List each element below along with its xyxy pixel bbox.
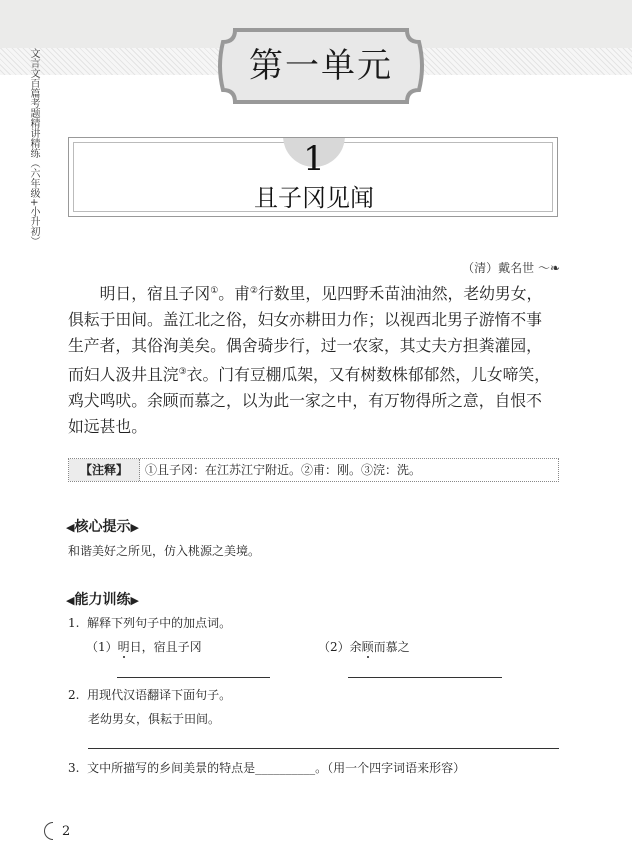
author-text: （清）戴名世 — [462, 261, 535, 275]
text-segment: 。甫 — [218, 284, 250, 303]
core-heading — [66, 516, 139, 536]
core-heading-text: 核心提示 — [74, 519, 131, 535]
question-1 — [68, 614, 231, 631]
question-3 — [68, 759, 465, 776]
text-segment: 行数里，见四野禾苗油油然，老幼男女， — [257, 284, 543, 303]
text-segment: 如远甚也。 — [68, 417, 147, 436]
text-line — [68, 359, 560, 388]
text-line — [68, 307, 560, 333]
question-1b — [318, 638, 410, 655]
right-triangle-icon: ▶ — [130, 594, 139, 607]
text-segment: 鸡犬鸣吠。余顾而慕之，以为此一家之中，有万物得所之意，自恨不 — [68, 391, 542, 410]
answer-line-1a[interactable] — [117, 677, 270, 678]
footnote-marker: ② — [249, 286, 258, 296]
answer-line-1b[interactable] — [348, 677, 502, 678]
annotation-text: ①且子冈：在江苏江宁附近。②甫：刚。③浣：洗。 — [145, 463, 422, 477]
right-triangle-icon: ▶ — [130, 521, 139, 534]
answer-line-2[interactable] — [88, 748, 559, 749]
text-line — [68, 414, 560, 440]
q1b-pre: （2）余 — [318, 640, 362, 654]
dotted-char: 明 — [117, 640, 130, 654]
q1a-pre: （1） — [86, 640, 118, 654]
flourish-icon: 〜❧ — [537, 261, 560, 275]
text-segment: 生产者，其俗洵美矣。偶舍骑步行，过一农家，其丈夫方担粪灌园， — [68, 336, 542, 355]
annotation-box — [68, 458, 559, 482]
book-side-title: 文言文百篇考题精讲精练（六年级+小升初） — [28, 48, 39, 247]
practice-heading — [66, 589, 139, 609]
text-segment: 而妇人汲井且浣 — [68, 365, 179, 384]
left-triangle-icon: ◀ — [66, 594, 75, 607]
unit-title: 第一单元 — [249, 46, 393, 86]
lesson-number: 1 — [303, 139, 325, 179]
page-number-ornament — [44, 822, 62, 840]
author — [462, 259, 560, 276]
answer-blank-3[interactable]: __________ — [255, 761, 316, 775]
text-segment: 俱耘于田间。盖江北之俗，妇女亦耕田力作；以视西北男子游惰不事 — [68, 310, 542, 329]
text-line — [68, 388, 560, 414]
text-segment: 明日，宿且子冈 — [99, 284, 211, 303]
page-number: 2 — [62, 824, 71, 839]
lesson-title: 且子冈见闻 — [254, 184, 374, 212]
text-line — [68, 278, 560, 307]
question-1a — [86, 638, 202, 655]
left-triangle-icon: ◀ — [66, 521, 75, 534]
question-2-sentence: 老幼男女，俱耘于田间。 — [88, 712, 221, 726]
question-2 — [68, 686, 231, 703]
footnote-marker: ③ — [178, 367, 187, 377]
q-num: 1. — [68, 616, 80, 630]
q-num: 3. — [68, 761, 80, 775]
q-text-end: 。（用一个四字词语来形容） — [315, 761, 466, 775]
annotation-label: 【注释】 — [69, 459, 140, 481]
q-text: 用现代汉语翻译下面句子。 — [87, 688, 232, 702]
dotted-char: 顾 — [361, 640, 374, 654]
q-num: 2. — [68, 688, 80, 702]
core-text: 和谐美好之所见，仿入桃源之美境。 — [68, 544, 261, 558]
q1a-post: 日，宿且子冈 — [129, 640, 202, 654]
main-text — [68, 278, 560, 440]
practice-heading-text: 能力训练 — [74, 592, 131, 608]
q1b-post: 而慕之 — [373, 640, 410, 654]
text-line — [68, 333, 560, 359]
q-text: 解释下列句子中的加点词。 — [87, 616, 232, 630]
text-segment: 衣。门有豆棚瓜架，又有树数株郁郁然，儿女啼笑， — [186, 365, 551, 384]
footnote-marker: ① — [210, 286, 219, 296]
q-text: 文中所描写的乡间美景的特点是 — [87, 761, 256, 775]
